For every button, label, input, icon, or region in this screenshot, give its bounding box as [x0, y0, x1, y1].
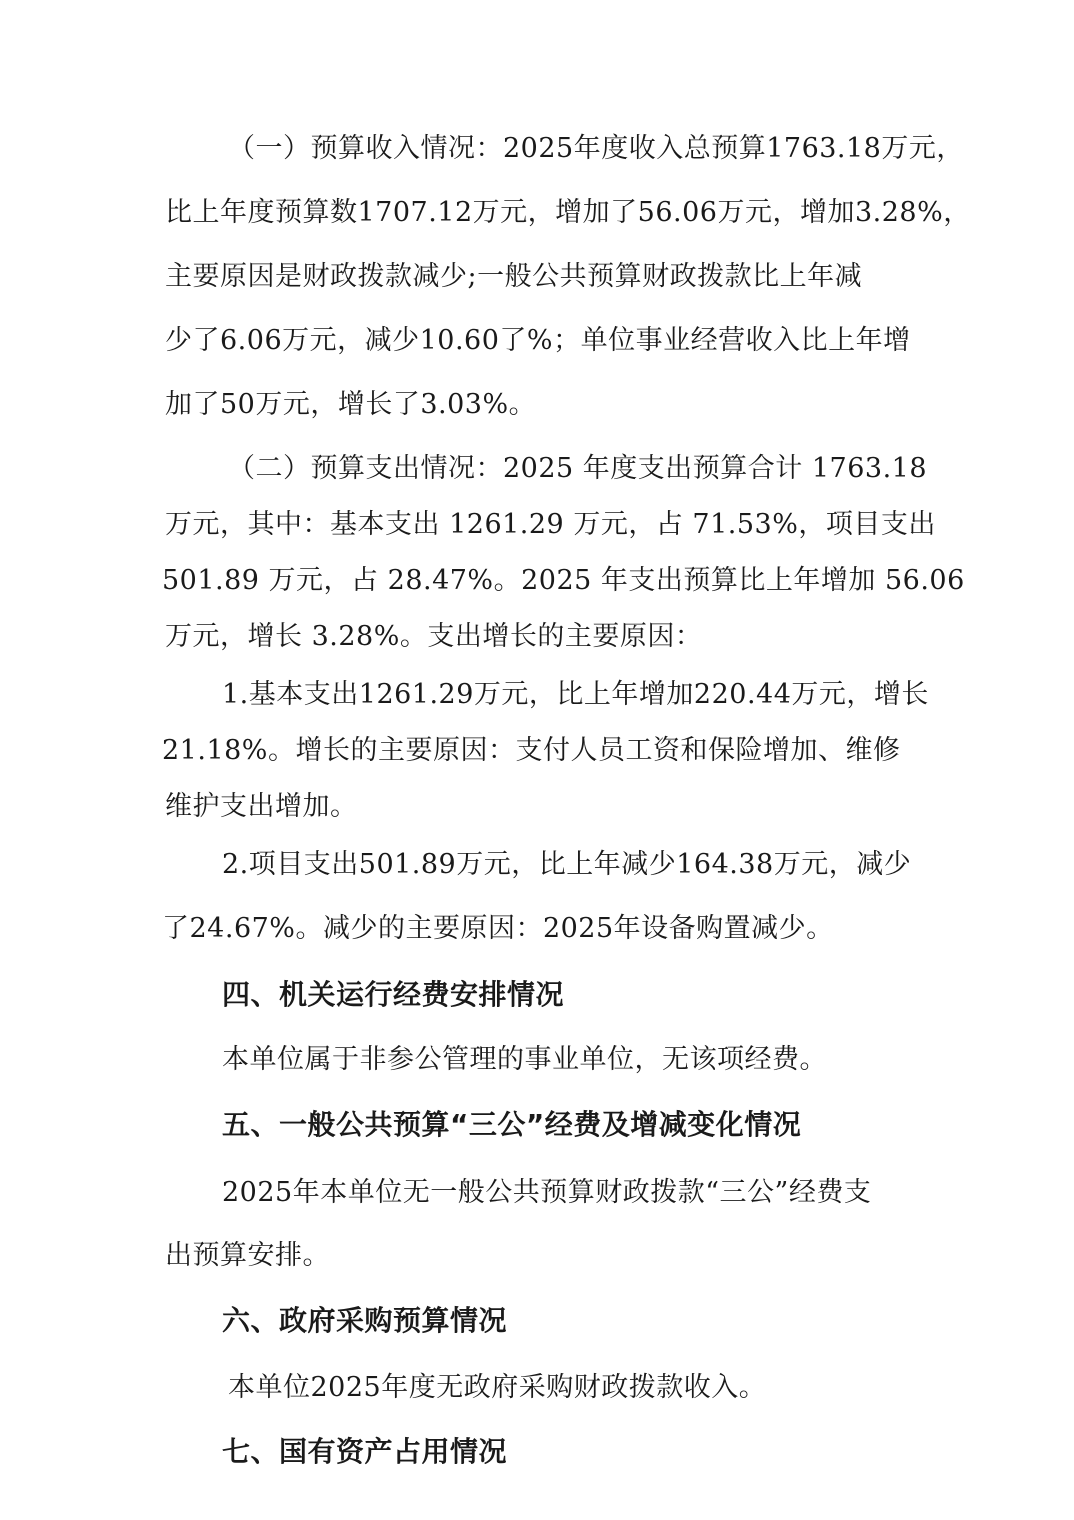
paragraph-line: 万元，增长 3.28%。支出增长的主要原因：: [165, 621, 703, 652]
section-heading: 七、国有资产占用情况: [222, 1435, 508, 1468]
paragraph-line: 2025年本单位无一般公共预算财政拨款“三公”经费支: [222, 1177, 872, 1208]
paragraph-line: 少了6.06万元，减少10.60了%；单位事业经营收入比上年增: [165, 325, 911, 356]
paragraph-line: 本单位2025年度无政府采购财政拨款收入。: [228, 1372, 767, 1403]
paragraph-line: 2.项目支出501.89万元，比上年减少164.38万元，减少: [222, 849, 912, 880]
section-heading: 六、政府采购预算情况: [222, 1304, 508, 1337]
paragraph-line: 维护支出增加。: [165, 791, 358, 822]
paragraph-line: 本单位属于非参公管理的事业单位，无该项经费。: [222, 1044, 827, 1075]
paragraph-line: 21.18%。增长的主要原因：支付人员工资和保险增加、维修: [162, 735, 901, 766]
section-heading: 四、机关运行经费安排情况: [222, 978, 565, 1011]
paragraph-line: （一）预算收入情况：2025年度收入总预算1763.18万元，: [228, 133, 964, 164]
paragraph-line: 1.基本支出1261.29万元，比上年增加220.44万元，增长: [222, 679, 929, 710]
paragraph-line: （二）预算支出情况：2025 年度支出预算合计 1763.18: [228, 453, 928, 484]
paragraph-line: 主要原因是财政拨款减少;一般公共预算财政拨款比上年减: [165, 261, 863, 292]
paragraph-line: 501.89 万元，占 28.47%。2025 年支出预算比上年增加 56.06: [162, 565, 965, 596]
section-heading: 五、一般公共预算“三公”经费及增减变化情况: [222, 1108, 802, 1141]
paragraph-line: 加了50万元，增长了3.03%。: [165, 389, 537, 420]
paragraph-line: 万元，其中：基本支出 1261.29 万元，占 71.53%，项目支出: [165, 509, 936, 540]
paragraph-line: 了24.67%。减少的主要原因：2025年设备购置减少。: [162, 913, 834, 944]
paragraph-line: 比上年度预算数1707.12万元，增加了56.06万元，增加3.28%，: [165, 197, 971, 228]
paragraph-line: 出预算安排。: [165, 1240, 330, 1271]
